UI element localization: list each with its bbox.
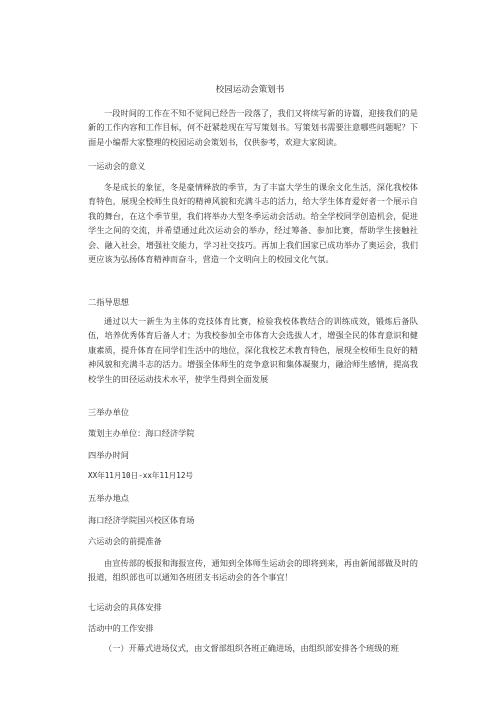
intro-paragraph: 一段时间的工作在不知不觉间已经告一段落了，我们又将续写新的诗篇，迎接我们的是新的工作内容和工作目标，何不赶紧趁现在写写策划书。写策划书需要注意哪些问题呢？下面是小编帮大家整理的校园运动会策划书，仅供参考，欢迎大家阅读。 (88, 108, 418, 147)
document-title: 校园运动会策划书 (215, 85, 285, 95)
section-2-heading: 二指导思想 (88, 297, 129, 307)
section-5-heading: 五举办地点 (88, 493, 129, 503)
section-5-body: 海口经济学院国兴校区体育场 (88, 515, 195, 525)
section-3-body: 策划主办单位：海口经济学院 (88, 428, 195, 438)
section-3-heading: 三举办单位 (88, 407, 129, 417)
section-1-heading: 一运动会的意义 (88, 161, 146, 171)
section-4-body: XX年11月10日-xx年11月12号 (88, 471, 193, 480)
section-6-body: 由宣传部的板报和海报宣传，通知到全体师生运动会的即将到来，再由新闻部做及时的报道，组织部也可以通知各班团支书运动会的各个事宜！ (88, 558, 418, 583)
section-2-body: 通过以大一新生为主体的竞技体育比赛，检验我校体教结合的训练成效，锻炼后备队伍，培养优秀体育后备人才；为我校参加全市体育大会选拔人才，增强全民的体育意识和健康素质，提升体育在同学们生活中的地位，深化我校艺术教育特色，展现全校师生良好的精神风貌和充满斗志的活力。增强全体师生的竞争意识和集体凝聚力，融洽师生感情，提高我校学生的田径运动技术水平，使学生得到全面发展 (88, 316, 418, 384)
section-7-item-1: （一）开幕式进场仪式，由文督部组织各班正确进场，由组织部安排各个班级的班 (104, 643, 399, 653)
section-7-subheading: 活动中的工作安排 (88, 623, 154, 633)
section-7-heading: 七运动会的具体安排 (88, 602, 162, 612)
section-6-heading: 六运动会的前提准备 (88, 536, 162, 546)
section-1-body: 冬是成长的象征，冬是豪情释放的季节，为了丰富大学生的课余文化生活，深化我校体育特色，展现全校师生良好的精神风貌和充满斗志的活力，给大学生体育爱好者一个展示自我的舞台，在这个季节里，我们将举办大型冬季运动会活动。给全学校同学创造机会，促进学生之间的交流，并希望通过此次运动会的举办，经过筹备、参加比赛，帮助学生接触社会、融入社会，增强社交能力，学习社交技巧。再加上我们国家已成功举办了奥运会，我们更应该为弘扬体育精神而奋斗，营造一个文明向上的校园文化气氛。 (88, 182, 418, 265)
section-4-heading: 四举办时间 (88, 450, 129, 460)
